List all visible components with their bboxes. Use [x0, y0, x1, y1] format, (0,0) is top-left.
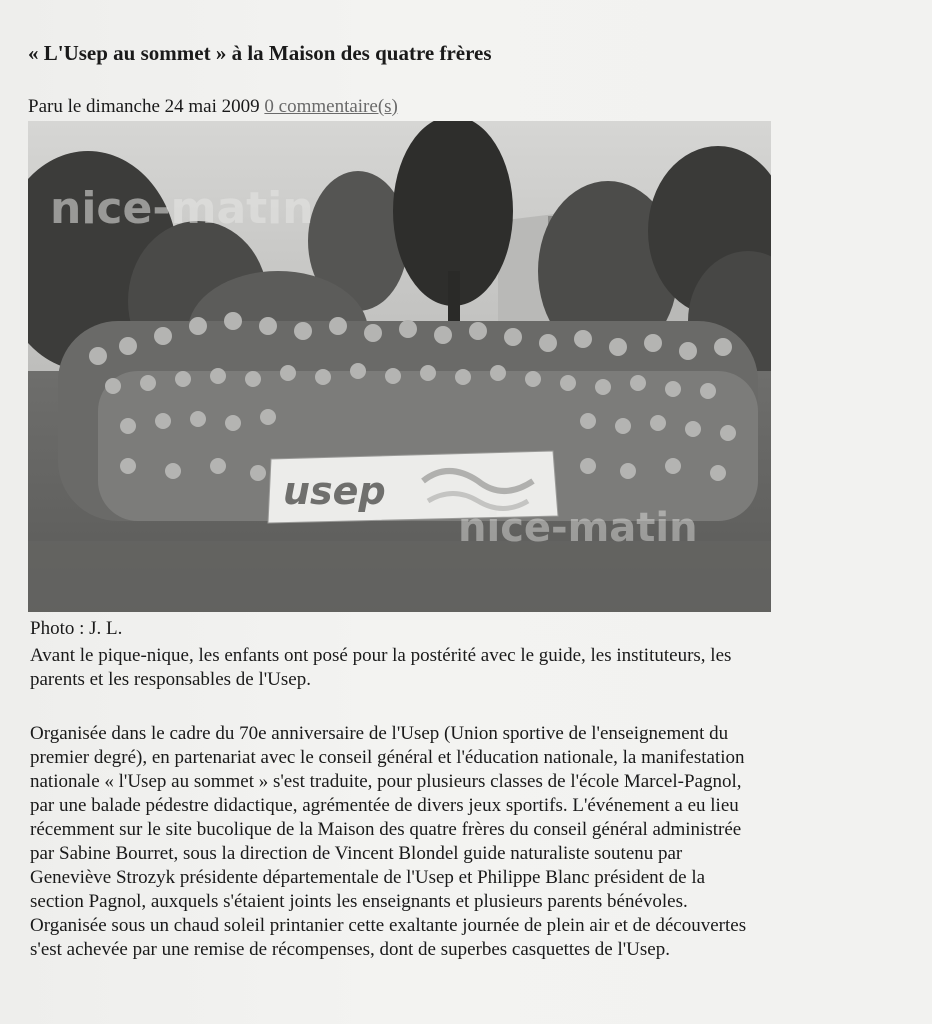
comments-link[interactable]: 0 commentaire(s) [264, 96, 398, 117]
photo-credit: Photo : J. L. [30, 618, 123, 639]
body-line: Geneviève Strozyk présidente départementale de l'Usep et Philippe Blanc président de la [30, 867, 706, 888]
group-photo-illustration [28, 121, 771, 612]
body-line: s'est achevée par une remise de récompenses, dont de superbes casquettes de l'Usep. [30, 939, 670, 960]
article-byline [28, 95, 398, 119]
body-line: nationale « l'Usep au sommet » s'est traduite, pour plusieurs classes de l'école Marcel-Pagnol, [30, 771, 742, 792]
article-photo [28, 121, 771, 612]
caption-line: Avant le pique-nique, les enfants ont posé pour la postérité avec le guide, les instituteurs, les [30, 645, 732, 666]
publication-date: Paru le dimanche 24 mai 2009 [28, 96, 260, 117]
watermark-top: nice-matin [50, 183, 314, 234]
body-line: récemment sur le site bucolique de la Maison des quatre frères du conseil général administrée [30, 819, 742, 840]
body-line: Organisée dans le cadre du 70e anniversaire de l'Usep (Union sportive de l'enseignement du [30, 723, 729, 744]
watermark-bottom: nice-matin [458, 505, 698, 551]
article-body [30, 722, 920, 962]
body-line: section Pagnol, auxquels s'étaient joints les enseignants et plusieurs parents bénévoles. [30, 891, 688, 912]
banner-text: usep [283, 469, 386, 513]
body-line: par Sabine Bourret, sous la direction de Vincent Blondel guide naturaliste soutenu par [30, 843, 683, 864]
photo-caption [30, 644, 910, 692]
body-line: Organisée sous un chaud soleil printanier cette exaltante journée de plein air et de découvertes [30, 915, 747, 936]
caption-line: parents et les responsables de l'Usep. [30, 669, 311, 690]
article-title: « L'Usep au sommet » à la Maison des quatre frères [28, 41, 492, 65]
body-line: par une balade pédestre didactique, agrémentée de divers jeux sportifs. L'événement a eu lieu [30, 795, 739, 816]
body-line: premier degré), en partenariat avec le conseil général et l'éducation nationale, la manifestation [30, 747, 745, 768]
